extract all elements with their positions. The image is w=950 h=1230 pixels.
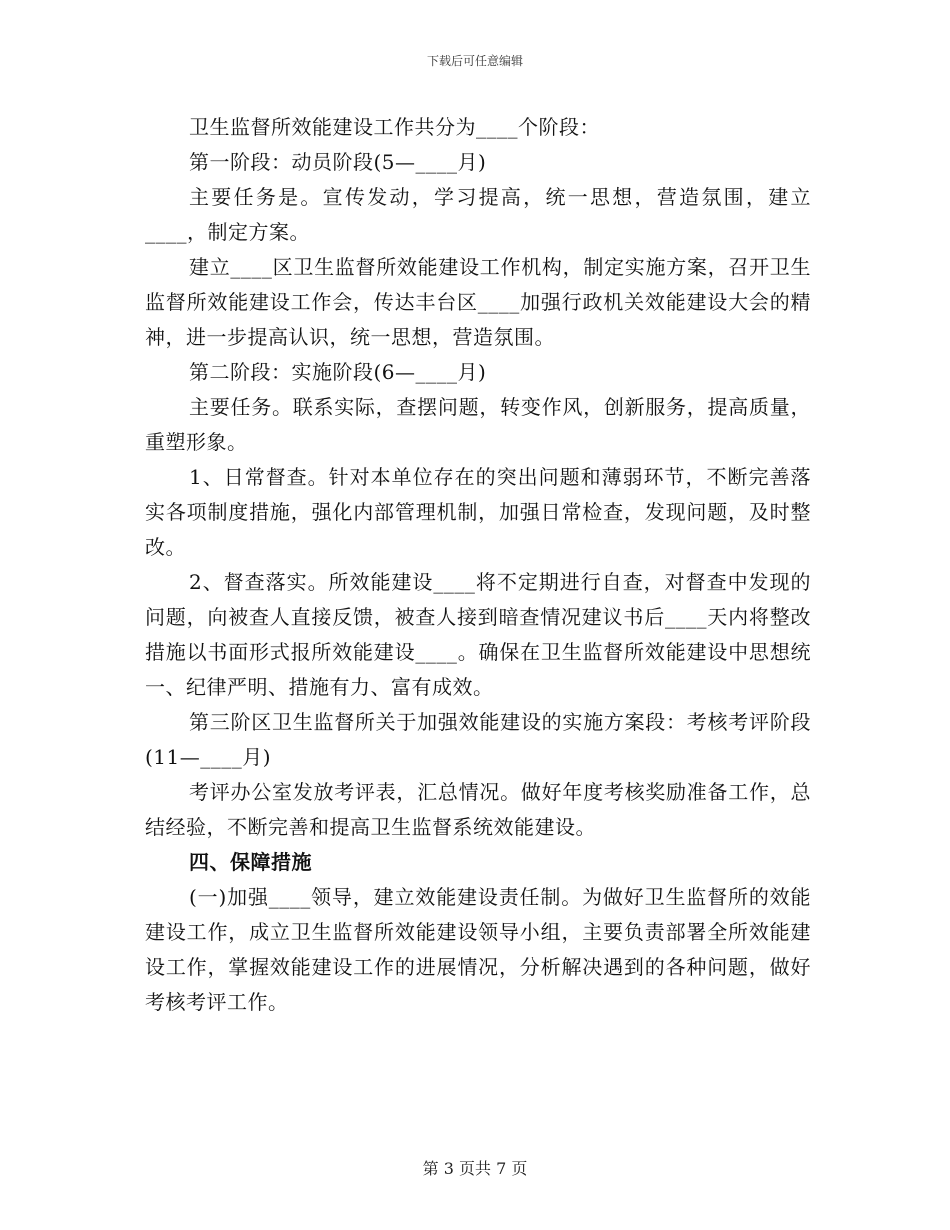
paragraph-stage-two-heading: 第二阶段：实施阶段(6—____月) (189, 360, 487, 384)
paragraph-stage-three-tasks: 考评办公室发放考评表，汇总情况。做好年度考核奖励准备工作，总结经验，不断完善和提高卫生监督系统效能建设。 (145, 780, 811, 839)
paragraph-leadership: (一)加强____领导，建立效能建设责任制。为做好卫生监督所的效能建设工作，成立卫生监督所效能建设领导小组，主要负责部署全所效能建设工作，掌握效能建设工作的进展情况，分析解决遇到的各种问题，做好考核考评工作。 (145, 885, 811, 1014)
paragraph-daily-inspection: 1、日常督查。针对本单位存在的突出问题和薄弱环节，不断完善落实各项制度措施，强化内部管理机制，加强日常检查，发现问题，及时整改。 (145, 465, 811, 559)
paragraph-stages-intro: 卫生监督所效能建设工作共分为____个阶段： (189, 115, 600, 139)
page-number: 第 3 页共 7 页 (422, 1159, 528, 1178)
paragraph-stage-two-tasks: 主要任务。联系实际，查摆问题，转变作风，创新服务，提高质量，重塑形象。 (145, 395, 811, 454)
paragraph-stage-one-heading: 第一阶段：动员阶段(5—____月) (189, 150, 487, 174)
paragraph-stage-one-details: 建立____区卫生监督所效能建设工作机构，制定实施方案，召开卫生监督所效能建设工作会，传达丰台区____加强行政机关效能建设大会的精神，进一步提高认识，统一思想，营造氛围。 (145, 255, 811, 349)
paragraph-stage-three-heading: 第三阶区卫生监督所关于加强效能建设的实施方案段：考核考评阶段(11—____月) (145, 710, 811, 769)
document-body (145, 110, 811, 1020)
section-heading-safeguards: 四、保障措施 (189, 850, 312, 874)
paragraph-stage-one-tasks: 主要任务是。宣传发动，学习提高，统一思想，营造氛围，建立____，制定方案。 (145, 185, 811, 244)
header-note: 下载后可任意编辑 (426, 54, 523, 68)
paragraph-inspection-implementation: 2、督查落实。所效能建设____将不定期进行自查，对督查中发现的问题，向被查人直接反馈，被查人接到暗查情况建议书后____天内将整改措施以书面形式报所效能建设____。确保在卫生监督所效能建设中思想统一、纪律严明、措施有力、富有成效。 (145, 570, 811, 699)
